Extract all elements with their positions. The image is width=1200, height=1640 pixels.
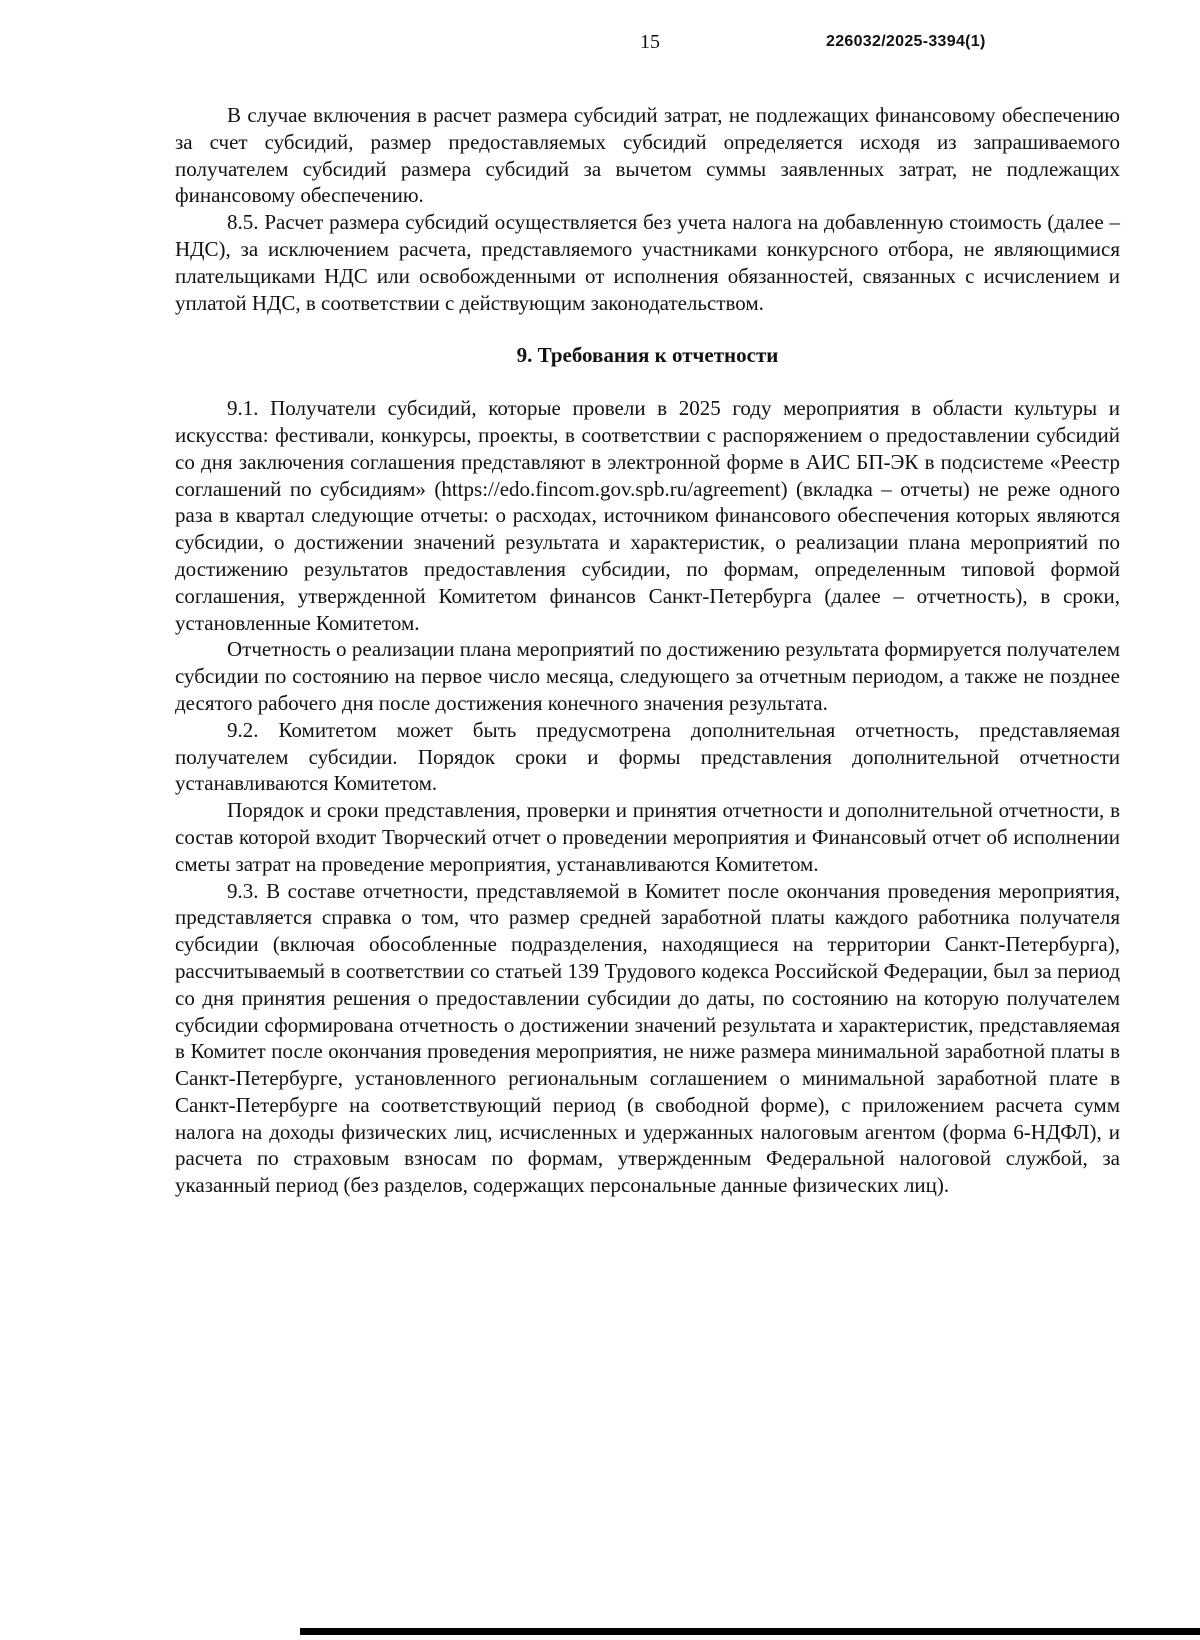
document-id: 226032/2025-3394(1) [826,33,986,50]
page-number: 15 [640,31,660,53]
paragraph-9-2: 9.2. Комитетом может быть предусмотрена дополнительная отчетность, представляемая получателем субсидии. Порядок сроки и формы представления дополнительной отчетности устанавливаются Комитетом. [175,717,1120,796]
paragraph-9-1: 9.1. Получатели субсидий, которые провели в 2025 году мероприятия в области культуры и искусства: фестивали, конкурсы, проекты, в соответствии с распоряжением о предоставлении субсидий со дня заключения соглашения представляют в электронной форме в АИС БП-ЭК в подсистеме «Реестр соглашений по субсидиям» (https://edo.fincom.gov.spb.ru/agreement) (вкладка – отчеты) не реже одного раза в квартал следующие отчеты: о расходах, источником финансового обеспечения которых являются субсидии, о достижении значений результата и характеристик, о реализации плана мероприятий по достижению результатов предоставления субсидии, по формам, определенным типовой формой соглашения, утвержденной Комитетом финансов Санкт-Петербурга (далее – отчетность), в сроки, установленные Комитетом. [175,396,1120,635]
spacer [175,316,1120,342]
section-heading: 9. Требования к отчетности [516,343,779,368]
paragraph-9-3: 9.3. В составе отчетности, представляемой в Комитет после окончания проведения мероприятия, представляется справка о том, что размер средней заработной платы каждого работника получателя субсидии (включая обособленные подразделения, находящиеся на территории Санкт-Петербурга), рассчитываемый в соответствии со статьей 139 Трудового кодекса Российской Федерации, был за период со дня принятия решения о предоставлении субсидии до даты, по состоянию на которую получателем субсидии сформирована отчетность о достижении значений результата и характеристик, представляемая в Комитет после окончания проведения мероприятия, не ниже размера минимальной заработной платы в Санкт-Петербурге, установленного региональным соглашением о минимальной заработной плате в Санкт-Петербурге на соответствующий период (в свободной форме), с приложением расчета сумм налога на доходы физических лиц, исчисленных и удержанных налоговым агентом (форма 6-НДФЛ), и расчета по страховым взносам по формам, утвержденным Федеральной налоговой службой, за указанный период (без разделов, содержащих персональные данные физических лиц). [175,878,1120,1198]
paragraph-8-5: 8.5. Расчет размера субсидий осуществляется без учета налога на добавленную стоимость (далее – НДС), за исключением расчета, представляемого участниками конкурсного отбора, не являющимися плательщиками НДС или освобожденными от исполнения обязанностей, связанных с исчислением и уплатой НДС, в соответствии с действующим законодательством. [175,210,1120,315]
scan-edge-line [300,1628,1200,1635]
paragraph-plan-report: Отчетность о реализации плана мероприятий по достижению результата формируется получателем субсидии по состоянию на первое число месяца, следующего за отчетным периодом, а также не позднее десятого рабочего дня после достижения конечного значения результата. [175,637,1120,715]
paragraph-report-procedure: Порядок и сроки представления, проверки и принятия отчетности и дополнительной отчетности, в состав которой входит Творческий отчет о проведении мероприятия и Финансовый отчет об исполнении сметы затрат на проведение мероприятия, устанавливаются Комитетом. [175,798,1120,876]
paragraph-subsidy-calculation: В случае включения в расчет размера субсидий затрат, не подлежащих финансовому обеспечению за счет субсидий, размер предоставляемых субсидий определяется исходя из запрашиваемого получателем субсидий размера субсидий за вычетом суммы заявленных затрат, не подлежащих финансовому обеспечению. [175,103,1120,208]
spacer [175,369,1120,395]
document-body [175,102,1120,1199]
